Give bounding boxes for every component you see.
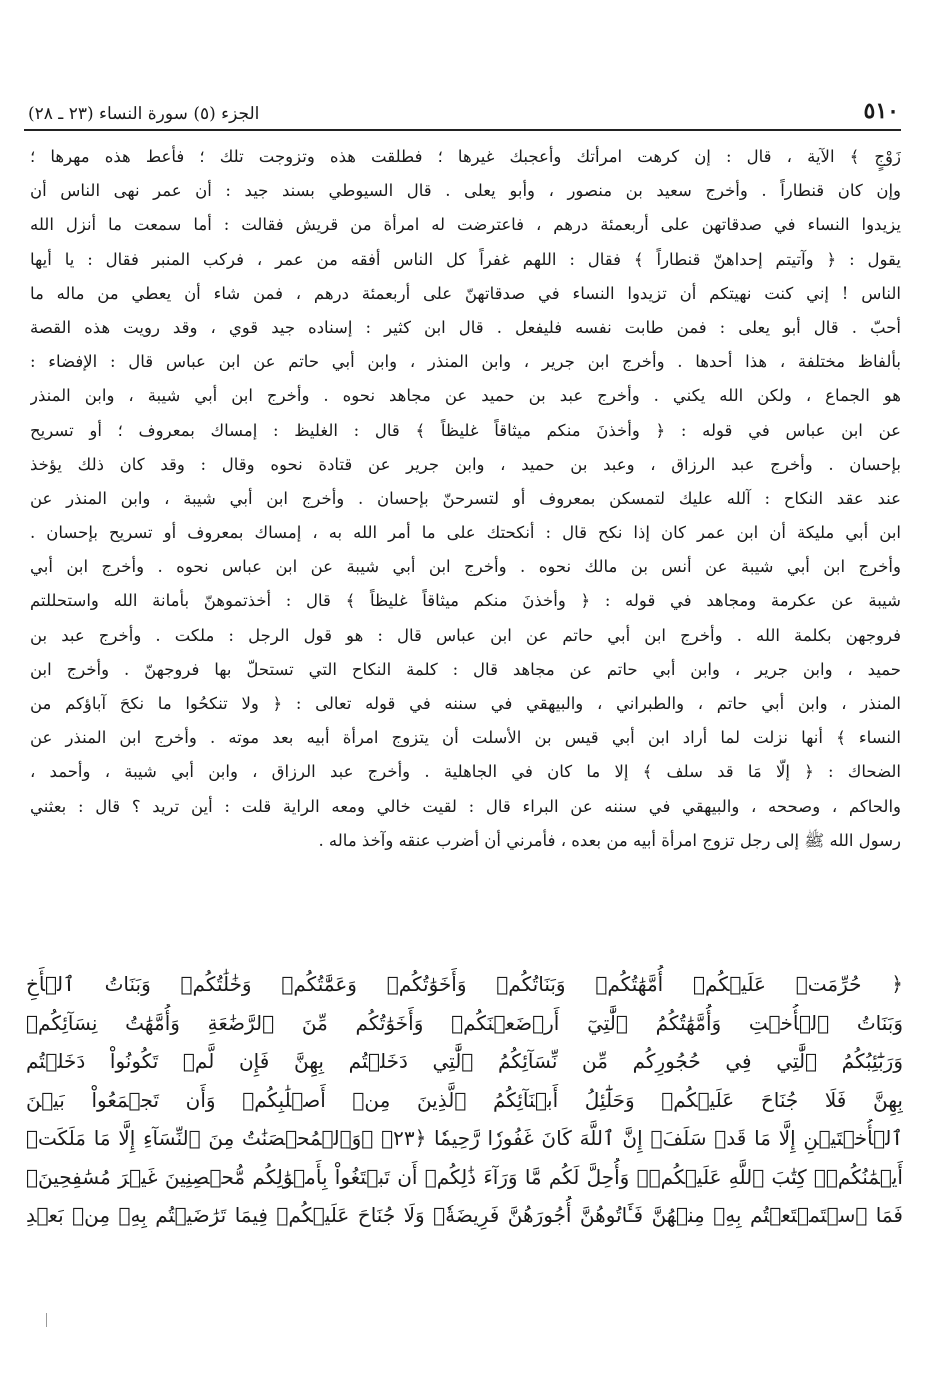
text-line: رسول الله ﷺ إلى رجل تزوج امرأة أبيه من بعده ، فأمرني أن أضرب عنقه وآخذ ماله . xyxy=(318,830,901,850)
verse-line: ٱلۡأُخۡتَيۡنِ إِلَّا مَا قَدۡ سَلَفَۗ إِنَّ ٱللَّهَ كَانَ غَفُورٗا رَّحِيمٗا ﴿٢٣﴾ ۞وَٱلۡمُحۡصَنَٰتُ مِنَ ٱلنِّسَآءِ إِلَّا مَا مَلَكَتۡ xyxy=(26,1126,903,1150)
text-line: عن ابن عباس في قوله : ﴿ وأخذنَ منكم ميثاقاً غليظاً ﴾ قال : الغليظ : إمساك بمعروف ؛ أو تسريح xyxy=(30,420,901,440)
running-title: الجزء (٥) سورة النساء (٢٣ ـ ٢٨) xyxy=(28,104,260,124)
verse-line: أَيۡمَٰنُكُمۡۖ كِتَٰبَ ٱللَّهِ عَلَيۡكُمۡۚ وَأُحِلَّ لَكُم مَّا وَرَآءَ ذَٰلِكُمۡ أَن تَبۡتَغُواْ بِأَمۡوَٰلِكُم مُّحۡصِنِينَ غَيۡرَ مُسَٰفِحِينَۚ xyxy=(26,1164,903,1189)
text-line: عند عقد النكاح : آلله عليك لتمسكن بمعروف أو لتسرحنّ بإحسان . وأخرج ابن أبي شيبة ، وابن المنذر عن xyxy=(30,488,901,508)
commentary-text xyxy=(30,140,901,960)
text-line: بإحسان . وأخرج عبد الرزاق ، وعبد بن حميد ، وابن جرير عن قتادة نحوه وقال : وقد كان ذلك يؤخذ xyxy=(30,454,901,474)
text-line: بألفاظ مختلفة ، هذا أحدها . وأخرج ابن جرير ، وابن المنذر ، وابن أبي حاتم عن ابن عباس قال : الإفضاء : xyxy=(30,352,901,372)
verse-line: ﴿ حُرِّمَتۡ عَلَيۡكُمۡ أُمَّهَٰتُكُمۡ وَبَنَاتُكُمۡ وَأَخَوَٰتُكُمۡ وَعَمَّٰتُكُمۡ وَخَٰلَٰتُكُمۡ وَبَنَاتُ ٱلۡأَخِ xyxy=(26,972,903,996)
verse-line: وَبَنَاتُ ٱلۡأُخۡتِ وَأُمَّهَٰتُكُمُ ٱلَّٰتِيٓ أَرۡضَعۡنَكُمۡ وَأَخَوَٰتُكُم مِّنَ ٱلرَّضَٰعَةِ وَأُمَّهَٰتُ نِسَآئِكُمۡ xyxy=(26,1010,903,1035)
text-line: ابن أبي مليكة أن ابن عمر كان إذا نكح قال : أنكحتك على ما أمر الله به ، إمساك بمعروف أو تسريح بإحسان . xyxy=(30,523,901,543)
quran-verse-block xyxy=(26,965,903,1285)
page-header xyxy=(28,92,899,124)
text-line: المنذر ، وابن أبي حاتم ، والطبراني ، والبيهقي في سننه في قوله تعالى : ﴿ ولا تنكحُوا ما نكحَ آباؤكم من xyxy=(30,694,901,713)
text-line: شيبة عن عكرمة ومجاهد في قوله : ﴿ وأخذنَ منكم ميثاقاً غليظاً ﴾ قال : أخذتموهنّ بأمانة الله واستحللتم xyxy=(30,591,901,611)
text-line: يزيدوا النساء في صدقاتهن على أربعمئة درهم ، فاعترضت له امرأة من قريش فقالت : أما سمعت ما أنزل الله xyxy=(30,215,901,235)
text-line: الناس ! إني كنت نهيتكم أن تزيدوا النساء في صدقاتهنّ على أربعمئة درهم ، فمن شاء أن يعطي من ماله ما xyxy=(30,283,901,303)
text-line: النساء ﴾ أنها نزلت لما أراد ابن أبي قيس بن الأسلت أن يتزوج امرأة أبيه بعد موته . وأخرج ابن المنذر عن xyxy=(30,728,901,748)
verse-line: بِهِنَّ فَلَا جُنَاحَ عَلَيۡكُمۡ وَحَلَٰٓئِلُ أَبۡنَآئِكُمُ ٱلَّذِينَ مِنۡ أَصۡلَٰبِكُمۡ وَأَن تَجۡمَعُواْ بَيۡنَ xyxy=(26,1087,903,1112)
text-line: وأخرج ابن أبي شيبة عن أنس بن مالك نحوه . وأخرج ابن أبي شيبة عن ابن عباس نحوه . وأخرج ابن أبي xyxy=(30,557,901,577)
text-line: هو الجماع ، ولكن الله يكني . وأخرج عبد بن حميد عن مجاهد نحوه . وأخرج ابن أبي شيبة ، وابن المنذر xyxy=(30,386,901,406)
text-line: أحبّ . قال أبو يعلى : فمن طابت نفسه فليفعل . قال ابن كثير : إسناده جيد قوي ، وقد رويت هذه القصة xyxy=(30,317,901,337)
page-number: ٥١٠ xyxy=(863,98,899,124)
margin-mark xyxy=(46,1313,47,1327)
text-line: وإن كان قنطاراً . وأخرج سعيد بن منصور ، وأبو يعلى . قال السيوطي بسند جيد : أن عمر نهى الناس أن xyxy=(30,181,901,201)
text-line: فروجهن بكلمة الله . وأخرج ابن أبي حاتم عن ابن عباس قال : هو قول الرجل : ملكت . وأخرج عبد بن xyxy=(30,625,901,645)
text-line: يقول : ﴿ وآتيتم إحداهنّ قنطاراً ﴾ فقال : اللهم غفراً كل الناس أفقه من عمر ، فركب المنبر فقال : يا أيها xyxy=(30,249,901,269)
verse-line: فَمَا ٱسۡتَمۡتَعۡتُم بِهِۦ مِنۡهُنَّ فَـَٔاتُوهُنَّ أُجُورَهُنَّ فَرِيضَةٗۚ وَلَا جُنَاحَ عَلَيۡكُمۡ فِيمَا تَرَٰضَيۡتُم بِهِۦ مِنۢ بَعۡدِ xyxy=(26,1203,903,1227)
header-divider xyxy=(24,129,901,131)
text-line: زَوْجٍ ﴾ الآية ، قال : إن كرهت امرأتك وأعجبك غيرها ؛ فطلقت هذه وتزوجت تلك ؛ فأعط هذه مهرها ؛ xyxy=(30,147,901,166)
text-line: والحاكم ، وصححه ، والبيهقي في سننه عن البراء قال : لقيت خالي ومعه الراية قلت : أين تريد ؟ قال : بعثني xyxy=(30,796,901,816)
text-line: حميد ، وابن جرير ، وابن أبي حاتم عن مجاهد قال : كلمة النكاح التي تستحلّ بها فروجهنّ . وأخرج ابن xyxy=(30,659,901,679)
verse-line: وَرَبَٰٓئِبُكُمُ ٱلَّٰتِي فِي حُجُورِكُم مِّن نِّسَآئِكُمُ ٱلَّٰتِي دَخَلۡتُم بِهِنَّ فَإِن لَّمۡ تَكُونُواْ دَخَلۡتُم xyxy=(26,1049,903,1073)
text-line: الضحاك : ﴿ إلّا مَا قد سلف ﴾ إلا ما كان في الجاهلية . وأخرج عبد الرزاق ، وابن أبي شيبة ، وأحمد ، xyxy=(30,762,901,782)
